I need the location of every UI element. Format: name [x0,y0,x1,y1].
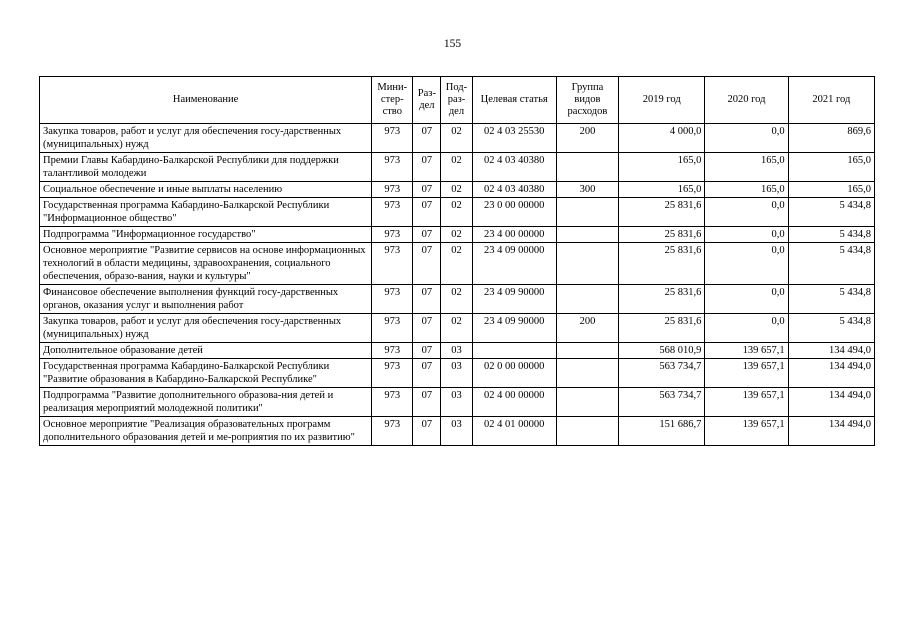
row-subsection: 02 [441,182,472,198]
row-subsection: 02 [441,198,472,227]
row-subsection: 02 [441,227,472,243]
row-2020: 0,0 [705,314,788,343]
table-row [40,153,875,182]
row-name: Государственная программа Кабардино-Балкарской Республики "Развитие образования в Кабардино-Балкарской Республике" [40,359,372,388]
row-expense-group: 300 [556,182,618,198]
row-name: Закупка товаров, работ и услуг для обеспечения госу-дарственных (муниципальных) нужд [40,314,372,343]
row-expense-group: 200 [556,314,618,343]
row-subsection: 03 [441,359,472,388]
row-2020: 139 657,1 [705,388,788,417]
row-ministry: 973 [372,359,413,388]
row-name: Подпрограмма "Информационное государство" [40,227,372,243]
row-2020: 139 657,1 [705,359,788,388]
table-row [40,243,875,285]
table-row [40,359,875,388]
row-ministry: 973 [372,227,413,243]
table-row [40,314,875,343]
row-expense-group [556,227,618,243]
row-expense-group [556,417,618,446]
row-section: 07 [413,124,441,153]
row-expense-group [556,359,618,388]
row-2020: 0,0 [705,227,788,243]
row-expense-group [556,153,618,182]
row-section: 07 [413,227,441,243]
row-2021: 165,0 [788,153,874,182]
row-2019: 563 734,7 [619,359,705,388]
row-name: Государственная программа Кабардино-Балкарской Республики "Информационное общество" [40,198,372,227]
row-name: Социальное обеспечение и иные выплаты населению [40,182,372,198]
page-number: 155 [443,38,462,50]
row-2021: 5 434,8 [788,314,874,343]
row-subsection: 02 [441,124,472,153]
row-section: 07 [413,343,441,359]
row-2021: 5 434,8 [788,198,874,227]
table-row [40,285,875,314]
row-2021: 134 494,0 [788,343,874,359]
header-expense-group: Группа видов расходов [556,77,618,124]
row-target: 23 4 09 90000 [472,314,556,343]
row-expense-group [556,243,618,285]
row-2020: 139 657,1 [705,343,788,359]
row-2021: 134 494,0 [788,388,874,417]
row-target: 02 4 03 40380 [472,182,556,198]
table-row [40,227,875,243]
row-name: Финансовое обеспечение выполнения функций госу-дарственных органов, оказания услуг и выполнения работ [40,285,372,314]
row-expense-group [556,198,618,227]
row-2019: 165,0 [619,182,705,198]
row-target: 02 4 03 25530 [472,124,556,153]
table-row [40,417,875,446]
row-target: 23 4 09 00000 [472,243,556,285]
row-ministry: 973 [372,417,413,446]
header-subsection: Под-раз-дел [441,77,472,124]
row-name: Премии Главы Кабардино-Балкарской Республики для поддержки талантливой молодежи [40,153,372,182]
table-header-row [40,77,875,124]
row-subsection: 02 [441,285,472,314]
row-2019: 25 831,6 [619,243,705,285]
header-2019: 2019 год [619,77,705,124]
header-2020: 2020 год [705,77,788,124]
budget-table [39,76,875,446]
row-2020: 0,0 [705,198,788,227]
row-2021: 5 434,8 [788,285,874,314]
row-name: Подпрограмма "Развитие дополнительного образова-ния детей и реализация мероприятий молодежной политики" [40,388,372,417]
row-target: 02 0 00 00000 [472,359,556,388]
row-2021: 5 434,8 [788,227,874,243]
header-section: Раз-дел [413,77,441,124]
row-expense-group: 200 [556,124,618,153]
row-ministry: 973 [372,343,413,359]
header-name: Наименование [40,77,372,124]
row-ministry: 973 [372,243,413,285]
row-ministry: 973 [372,198,413,227]
row-ministry: 973 [372,285,413,314]
row-2021: 134 494,0 [788,417,874,446]
row-name: Дополнительное образование детей [40,343,372,359]
row-subsection: 03 [441,343,472,359]
row-2019: 4 000,0 [619,124,705,153]
header-target: Целевая статья [472,77,556,124]
row-2019: 165,0 [619,153,705,182]
row-section: 07 [413,198,441,227]
row-2019: 151 686,7 [619,417,705,446]
row-subsection: 03 [441,388,472,417]
row-expense-group [556,285,618,314]
row-2021: 869,6 [788,124,874,153]
row-section: 07 [413,314,441,343]
row-2019: 568 010,9 [619,343,705,359]
row-target: 02 4 03 40380 [472,153,556,182]
row-name: Основное мероприятие "Реализация образовательных программ дополнительного образования детей и ме-роприятия по их развитию" [40,417,372,446]
row-name: Основное мероприятие "Развитие сервисов на основе информационных технологий в области медицины, здравоохранения, социального обеспечения, образо-вания, науки и культуры" [40,243,372,285]
row-section: 07 [413,243,441,285]
row-2019: 25 831,6 [619,198,705,227]
row-2019: 25 831,6 [619,285,705,314]
row-target: 02 4 01 00000 [472,417,556,446]
row-target: 23 0 00 00000 [472,198,556,227]
table-row [40,388,875,417]
table-row [40,343,875,359]
row-target: 23 4 00 00000 [472,227,556,243]
row-2020: 165,0 [705,182,788,198]
row-expense-group [556,343,618,359]
row-section: 07 [413,388,441,417]
header-2021: 2021 год [788,77,874,124]
row-2020: 0,0 [705,243,788,285]
row-section: 07 [413,285,441,314]
row-2020: 139 657,1 [705,417,788,446]
row-2019: 563 734,7 [619,388,705,417]
row-2020: 0,0 [705,285,788,314]
table-row [40,182,875,198]
row-section: 07 [413,153,441,182]
row-target: 23 4 09 90000 [472,285,556,314]
row-2020: 0,0 [705,124,788,153]
row-subsection: 02 [441,153,472,182]
row-target [472,343,556,359]
header-ministry: Мини-стер-ство [372,77,413,124]
row-section: 07 [413,359,441,388]
row-ministry: 973 [372,124,413,153]
row-2021: 5 434,8 [788,243,874,285]
row-subsection: 02 [441,243,472,285]
row-2019: 25 831,6 [619,314,705,343]
row-2019: 25 831,6 [619,227,705,243]
row-name: Закупка товаров, работ и услуг для обеспечения госу-дарственных (муниципальных) нужд [40,124,372,153]
row-ministry: 973 [372,153,413,182]
row-target: 02 4 00 00000 [472,388,556,417]
row-ministry: 973 [372,182,413,198]
row-subsection: 02 [441,314,472,343]
row-expense-group [556,388,618,417]
table-row [40,198,875,227]
row-section: 07 [413,182,441,198]
row-ministry: 973 [372,314,413,343]
row-2021: 134 494,0 [788,359,874,388]
row-subsection: 03 [441,417,472,446]
row-2020: 165,0 [705,153,788,182]
row-2021: 165,0 [788,182,874,198]
row-section: 07 [413,417,441,446]
row-ministry: 973 [372,388,413,417]
table-row [40,124,875,153]
